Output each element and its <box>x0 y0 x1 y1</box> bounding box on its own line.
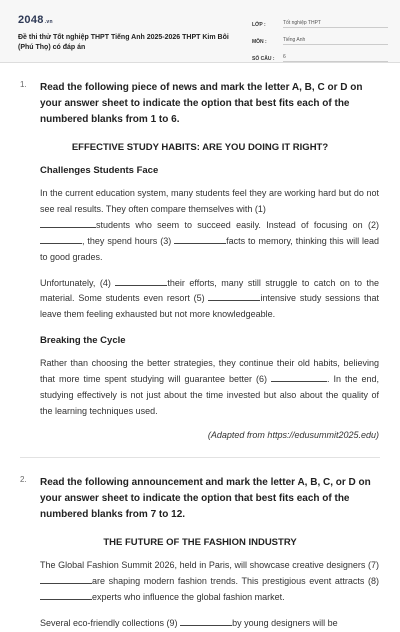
text-segment: intensive study sessions that leave them feeling exhausted but not more knowledgeable. <box>40 293 379 320</box>
meta-value: 6 <box>283 54 388 62</box>
question-number: 2. <box>20 474 27 484</box>
blank-7 <box>40 574 92 584</box>
text-segment: their efforts, many still struggle to catch on to the material. Some students even resort (5) <box>40 277 379 304</box>
site-logo[interactable] <box>18 14 53 26</box>
text-segment: In the current education system, many students feel they are working hard but do not see real results. They often compare themselves with (1) <box>40 188 379 214</box>
blank-8 <box>40 590 92 600</box>
question-instruction: Read the following announcement and mark the letter A, B, C, or D on your answer sheet to indicate the option that best fits each of the numbered blanks from 7 to 12. <box>40 476 371 520</box>
question-1 <box>0 80 400 440</box>
logo-text: 2048 <box>18 14 44 26</box>
passage-paragraph <box>40 186 379 266</box>
meta-value: Tiếng Anh <box>283 37 388 45</box>
blank-5 <box>208 291 260 301</box>
text-segment: are shaping modern fashion trends. This prestigious event attracts (8) <box>92 575 379 586</box>
passage-title: THE FUTURE OF THE FASHION INDUSTRY <box>103 536 297 548</box>
exam-meta <box>252 16 392 67</box>
section-heading: Challenges Students Face <box>40 165 159 176</box>
meta-key: LỚP : <box>252 22 266 28</box>
text-segment: students who seem to succeed easily. Instead of focusing on (2) <box>96 219 379 230</box>
meta-question-count <box>252 50 392 62</box>
question-instruction: Read the following piece of news and mark the letter A, B, C or D on your answer sheet to indicate the option that best fits each of the numbered blanks from 1 to 6. <box>40 82 363 125</box>
blank-3 <box>174 234 226 244</box>
blank-4 <box>115 276 167 286</box>
text-segment: facts to memory, thinking this will lead to good grades. <box>40 235 379 262</box>
text-segment: The Global Fashion Summit 2026, held in Paris, will showcase creative designers (7) <box>40 559 379 570</box>
blank-2 <box>40 234 82 244</box>
text-segment: . In the end, studying effectively is not just about the time invested but also about the quality of the learning techniques used. <box>40 374 379 416</box>
exam-title: Đề thi thử Tốt nghiệp THPT Tiếng Anh 2025-2026 THPT Kim Bôi (Phú Thọ) có đáp án <box>18 34 229 51</box>
text-segment: Unfortunately, (4) <box>40 277 116 288</box>
logo-suffix: .vn <box>44 19 53 25</box>
passage-paragraph <box>40 276 379 324</box>
passage-paragraph <box>40 356 379 420</box>
meta-value: Tốt nghiệp THPT <box>283 20 388 28</box>
section-heading: Breaking the Cycle <box>40 335 126 347</box>
meta-key: MÔN : <box>252 39 267 45</box>
meta-class <box>252 16 392 28</box>
question-2 <box>0 475 400 632</box>
blank-6 <box>271 372 327 382</box>
blank-9 <box>180 616 232 626</box>
main-content <box>0 63 400 632</box>
passage-paragraph <box>40 558 379 606</box>
text-segment: experts who influence the global fashion market. <box>92 591 285 602</box>
meta-key: SỐ CÂU : <box>252 56 275 62</box>
text-segment: by young designers will be <box>232 617 338 628</box>
passage-title: EFFECTIVE STUDY HABITS: ARE YOU DOING IT RIGHT? <box>71 142 329 153</box>
question-divider <box>20 457 380 458</box>
passage-paragraph <box>40 616 379 632</box>
text-segment: , they spend hours (3) <box>82 235 175 246</box>
page-header <box>0 0 400 63</box>
meta-subject <box>252 33 392 45</box>
text-segment: Several eco-friendly collections (9) <box>40 617 181 628</box>
text-segment: Rather than choosing the better strategies, they continue their old habits, believing that more time spent studying will guarantee better (6) <box>40 358 379 385</box>
source-citation: (Adapted from https://edusummit2025.edu) <box>207 429 379 440</box>
question-number: 1. <box>20 80 27 89</box>
blank-1 <box>40 218 96 228</box>
